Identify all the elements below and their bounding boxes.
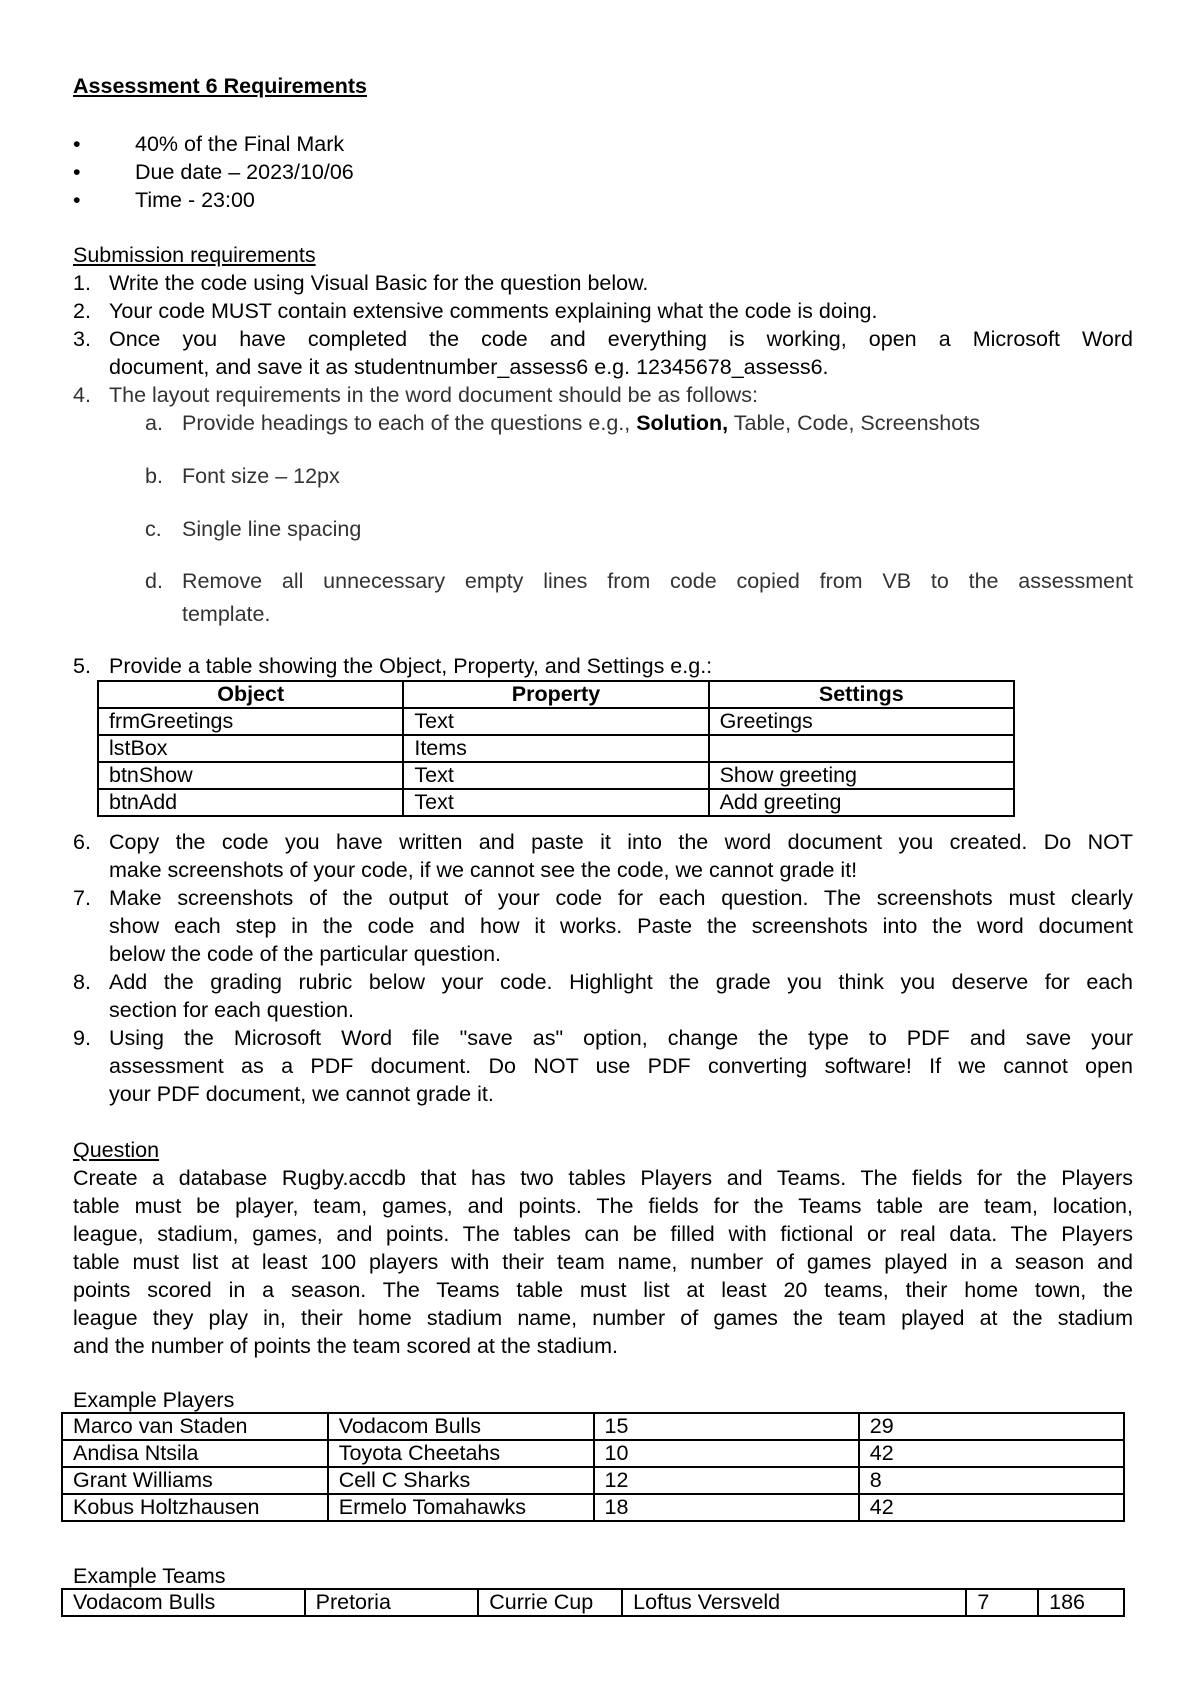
table-cell: 8 — [859, 1467, 1124, 1494]
table-cell: Vodacom Bulls — [62, 1589, 305, 1616]
table-header: Settings — [709, 681, 1014, 708]
item-number: 9. — [73, 1026, 91, 1050]
question-heading: Question — [73, 1138, 160, 1162]
sub-item-c-text: Single line spacing — [182, 517, 362, 541]
sub-item-a-text: Provide headings to each of the questions e.g., Solution, Table, Code, Screenshots — [182, 411, 980, 435]
table-cell: Greetings — [709, 708, 1014, 735]
table-cell: Grant Williams — [62, 1467, 328, 1494]
table-cell: Pretoria — [305, 1589, 479, 1616]
item-6-line-1: Copy the code you have written and paste it into the word document you created. Do NOT — [109, 830, 1133, 854]
sub-item-d-line-1: Remove all unnecessary empty lines from code copied from VB to the assessment — [182, 569, 1133, 593]
table-cell — [709, 735, 1014, 762]
item-8-line-2: section for each question. — [109, 998, 355, 1022]
table-row — [62, 1494, 1124, 1521]
table-cell: Currie Cup — [478, 1589, 622, 1616]
table-cell: 186 — [1038, 1589, 1124, 1616]
bullet-due-date: Due date – 2023/10/06 — [135, 160, 354, 184]
table-cell: Text — [403, 708, 708, 735]
question-line: table must list at least 100 players with their team name, number of games played in a season and — [73, 1250, 1133, 1274]
table-row — [98, 735, 1014, 762]
table-cell: Text — [403, 789, 708, 816]
table-cell: Text — [403, 762, 708, 789]
item-number: 7. — [73, 886, 91, 910]
bullet-icon: • — [73, 188, 81, 212]
item-4-text: The layout requirements in the word document should be as follows: — [109, 383, 758, 407]
item-number: 2. — [73, 299, 91, 323]
example-players-label: Example Players — [73, 1388, 235, 1412]
item-3-line-2: document, and save it as studentnumber_assess6 e.g. 12345678_assess6. — [109, 355, 829, 379]
bullet-final-mark: 40% of the Final Mark — [135, 132, 345, 156]
table-header: Object — [98, 681, 403, 708]
item-number: 6. — [73, 830, 91, 854]
sub-item-label: a. — [145, 411, 163, 435]
table-cell: 10 — [594, 1440, 859, 1467]
example-teams-table — [61, 1588, 1125, 1617]
table-cell: Toyota Cheetahs — [328, 1440, 594, 1467]
sub-item-label: b. — [145, 464, 163, 488]
table-cell: 18 — [594, 1494, 859, 1521]
item-7-line-1: Make screenshots of the output of your code for each question. The screenshots must clearly — [109, 886, 1133, 910]
table-cell: 15 — [594, 1413, 859, 1440]
table-cell: 42 — [859, 1440, 1124, 1467]
question-line: and the number of points the team scored at the stadium. — [73, 1334, 618, 1358]
table-cell: Show greeting — [709, 762, 1014, 789]
table-cell: 42 — [859, 1494, 1124, 1521]
table-row — [62, 1440, 1124, 1467]
table-cell: Items — [403, 735, 708, 762]
question-line: table must be player, team, games, and points. The fields for the Teams table are team, location, — [73, 1194, 1133, 1218]
sub-item-b-text: Font size – 12px — [182, 464, 340, 488]
table-cell: Cell C Sharks — [328, 1467, 594, 1494]
question-line: points scored in a season. The Teams table must list at least 20 teams, their home town, the — [73, 1278, 1133, 1302]
table-cell: btnShow — [98, 762, 403, 789]
table-cell: 12 — [594, 1467, 859, 1494]
table-row — [98, 708, 1014, 735]
item-number: 5. — [73, 654, 91, 678]
table-cell: Marco van Staden — [62, 1413, 328, 1440]
table-header: Property — [403, 681, 708, 708]
document-title: Assessment 6 Requirements — [73, 74, 367, 98]
bullet-icon: • — [73, 160, 81, 184]
item-3-line-1: Once you have completed the code and everything is working, open a Microsoft Word — [109, 327, 1133, 351]
table-header-row — [98, 681, 1014, 708]
item-5-text: Provide a table showing the Object, Property, and Settings e.g.: — [109, 654, 713, 678]
table-row — [62, 1467, 1124, 1494]
table-cell: btnAdd — [98, 789, 403, 816]
item-9-line-3: your PDF document, we cannot grade it. — [109, 1082, 494, 1106]
item-9-line-1: Using the Microsoft Word file "save as" option, change the type to PDF and save your — [109, 1026, 1133, 1050]
table-cell: Add greeting — [709, 789, 1014, 816]
item-number: 1. — [73, 271, 91, 295]
bullet-icon: • — [73, 132, 81, 156]
table-cell: 29 — [859, 1413, 1124, 1440]
object-property-table — [97, 680, 1015, 817]
example-teams-label: Example Teams — [73, 1564, 226, 1588]
table-row — [98, 762, 1014, 789]
submission-heading: Submission requirements — [73, 243, 316, 267]
table-row — [98, 789, 1014, 816]
item-7-line-2: show each step in the code and how it works. Paste the screenshots into the word document — [109, 914, 1133, 938]
table-cell: Andisa Ntsila — [62, 1440, 328, 1467]
question-line: league, stadium, games, and points. The tables can be filled with fictional or real data. The Players — [73, 1222, 1133, 1246]
table-cell: 7 — [966, 1589, 1038, 1616]
item-7-line-3: below the code of the particular question. — [109, 942, 502, 966]
question-line: league they play in, their home stadium name, number of games the team played at the stadium — [73, 1306, 1133, 1330]
item-number: 3. — [73, 327, 91, 351]
sub-item-label: c. — [145, 517, 162, 541]
bullet-time: Time - 23:00 — [135, 188, 255, 212]
sub-item-d-line-2: template. — [182, 602, 271, 626]
table-cell: lstBox — [98, 735, 403, 762]
question-line: Create a database Rugby.accdb that has two tables Players and Teams. The fields for the Players — [73, 1166, 1133, 1190]
table-cell: Vodacom Bulls — [328, 1413, 594, 1440]
item-6-line-2: make screenshots of your code, if we cannot see the code, we cannot grade it! — [109, 858, 858, 882]
table-row — [62, 1413, 1124, 1440]
table-cell: Loftus Versveld — [622, 1589, 966, 1616]
table-row — [62, 1589, 1124, 1616]
item-number: 4. — [73, 383, 91, 407]
item-8-line-1: Add the grading rubric below your code. Highlight the grade you think you deserve for each — [109, 970, 1133, 994]
item-1-text: Write the code using Visual Basic for the question below. — [109, 271, 649, 295]
table-cell: Ermelo Tomahawks — [328, 1494, 594, 1521]
sub-item-label: d. — [145, 569, 163, 593]
example-players-table — [61, 1412, 1125, 1522]
table-cell: frmGreetings — [98, 708, 403, 735]
table-cell: Kobus Holtzhausen — [62, 1494, 328, 1521]
item-number: 8. — [73, 970, 91, 994]
item-2-text: Your code MUST contain extensive comments explaining what the code is doing. — [109, 299, 878, 323]
item-9-line-2: assessment as a PDF document. Do NOT use PDF converting software! If we cannot open — [109, 1054, 1133, 1078]
